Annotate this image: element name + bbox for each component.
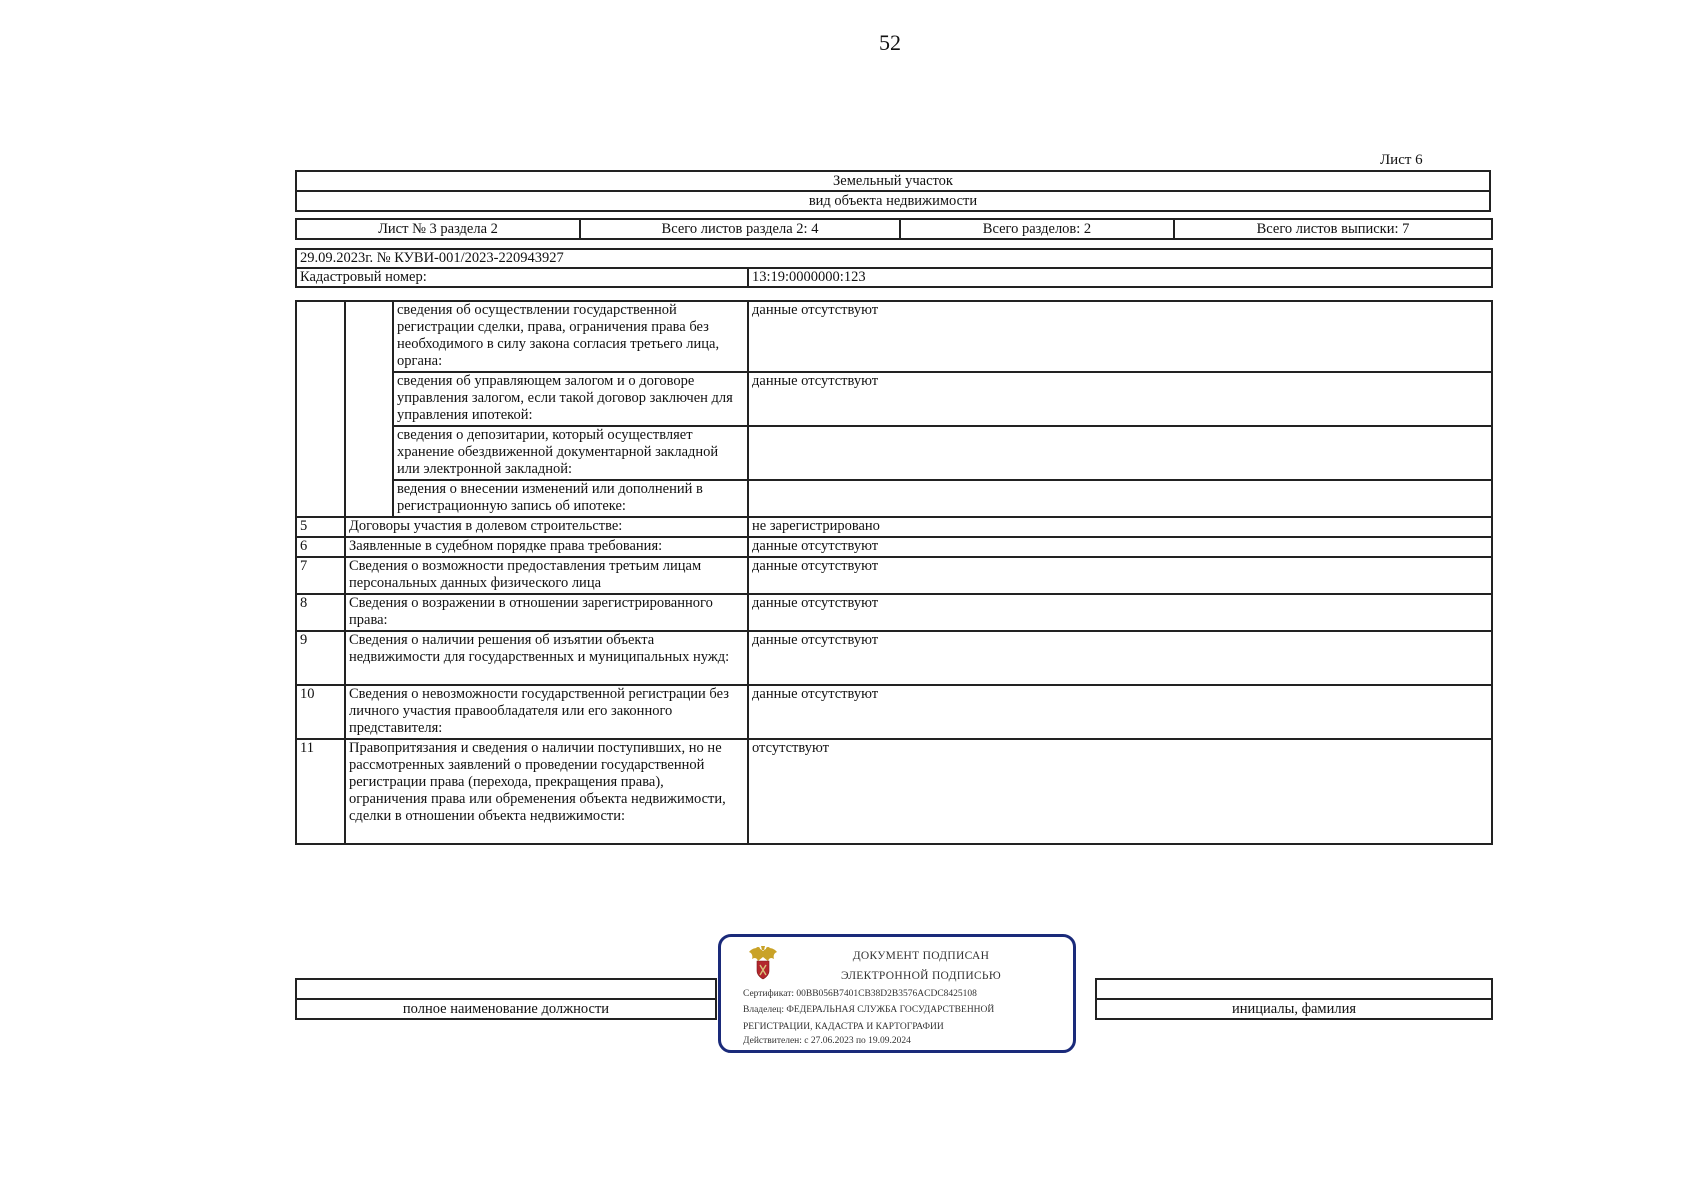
sub-rows-indent-cell (345, 301, 393, 517)
encumbrance-table (295, 300, 1493, 845)
row-label: Сведения о возможности предоставления третьим лицам персональных данных физического лица (345, 557, 748, 594)
sheets-info-table (295, 218, 1493, 240)
position-field (296, 979, 716, 999)
sub-row-label: сведения о депозитарии, который осуществляет хранение обездвиженной документарной закладной или электронной закладной: (393, 426, 748, 480)
row-number: 6 (296, 537, 345, 557)
sub-row-value (748, 426, 1492, 480)
position-caption: полное наименование должности (296, 999, 716, 1019)
row-number: 10 (296, 685, 345, 739)
row-value: данные отсутствуют (748, 685, 1492, 739)
row-number: 9 (296, 631, 345, 685)
total-sections: Всего разделов: 2 (900, 219, 1174, 239)
sub-row-value: данные отсутствуют (748, 301, 1492, 372)
document-date-number: 29.09.2023г. № КУВИ-001/2023-220943927 (296, 249, 1492, 268)
stamp-title-line1: ДОКУМЕНТ ПОДПИСАН (852, 950, 990, 962)
stamp-certificate: Сертификат: 00BB056B7401CB38D2B3576ACDC8425108 (743, 989, 977, 999)
row-value: не зарегистрировано (748, 517, 1492, 537)
document-info-table (295, 248, 1493, 288)
object-caption: вид объекта недвижимости (296, 191, 1490, 211)
sub-row-label: сведения об управляющем залогом и о договоре управления залогом, если такой договор заключен для управления ипотекой: (393, 372, 748, 426)
row-value: данные отсутствуют (748, 537, 1492, 557)
sub-row-label: сведения об осуществлении государственной регистрации сделки, права, ограничения права без необходимого в силу закона согласия третьего лица, органа: (393, 301, 748, 372)
row-number: 8 (296, 594, 345, 631)
sub-rows-num-cell (296, 301, 345, 517)
stamp-owner-line2: РЕГИСТРАЦИИ, КАДАСТРА И КАРТОГРАФИИ (743, 1022, 944, 1032)
electronic-signature-stamp (718, 934, 1076, 1053)
cadastral-value: 13:19:0000000:123 (748, 268, 1492, 287)
row-label: Заявленные в судебном порядке права требования: (345, 537, 748, 557)
name-caption: инициалы, фамилия (1096, 999, 1492, 1019)
total-section-sheets: Всего листов раздела 2: 4 (580, 219, 900, 239)
row-value: данные отсутствуют (748, 594, 1492, 631)
cadastral-label: Кадастровый номер: (296, 268, 748, 287)
sub-row-label: ведения о внесении изменений или дополнений в регистрационную запись об ипотеке: (393, 480, 748, 517)
row-label: Сведения о возражении в отношении зарегистрированного права: (345, 594, 748, 631)
total-extract-sheets: Всего листов выписки: 7 (1174, 219, 1492, 239)
row-label: Сведения о наличии решения об изъятии объекта недвижимости для государственных и муниципальных нужд: (345, 631, 748, 685)
row-number: 11 (296, 739, 345, 844)
name-field (1096, 979, 1492, 999)
row-label: Сведения о невозможности государственной регистрации без личного участия правообладателя или его законного представителя: (345, 685, 748, 739)
row-label: Правопритязания и сведения о наличии поступивших, но не рассмотренных заявлений о проведении государственной регистрации права (перехода, прекращения права), ограничения права или обременения объекта недвижимости, сделки в отношении объекта недвижимости: (345, 739, 748, 844)
row-value: данные отсутствуют (748, 557, 1492, 594)
row-number: 5 (296, 517, 345, 537)
row-value: данные отсутствуют (748, 631, 1492, 685)
sub-row-value: данные отсутствуют (748, 372, 1492, 426)
row-label: Договоры участия в долевом строительстве: (345, 517, 748, 537)
sheet-of-section: Лист № 3 раздела 2 (296, 219, 580, 239)
page-number: 52 (879, 30, 901, 55)
stamp-valid: Действителен: с 27.06.2023 по 19.09.2024 (743, 1036, 911, 1046)
row-value: отсутствуют (748, 739, 1492, 844)
row-number: 7 (296, 557, 345, 594)
object-title: Земельный участок (296, 171, 1490, 191)
sub-row-value (748, 480, 1492, 517)
stamp-owner-line1: Владелец: ФЕДЕРАЛЬНАЯ СЛУЖБА ГОСУДАРСТВЕННОЙ (743, 1005, 995, 1015)
coat-of-arms-icon (743, 943, 783, 983)
object-title-table (295, 170, 1491, 212)
stamp-title-line2: ЭЛЕКТРОННОЙ ПОДПИСЬЮ (841, 970, 1001, 982)
sheet-label: Лист 6 (1380, 152, 1423, 168)
